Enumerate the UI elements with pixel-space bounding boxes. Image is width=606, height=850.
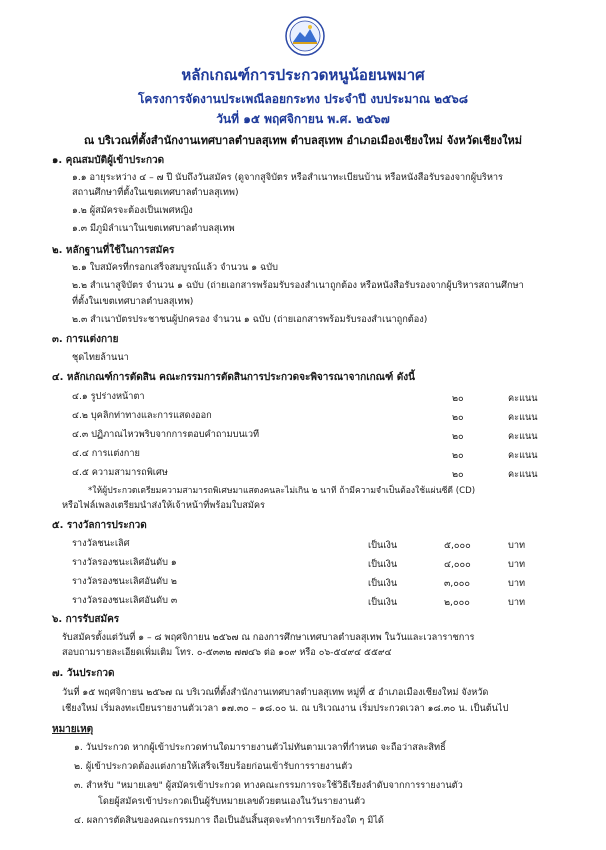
prize-prefix: เป็นเงิน [368, 578, 398, 589]
section-2-item-2: ๒.๒ สำเนาสูจิบัตร จำนวน ๑ ฉบับ (ถ่ายเอกสารพร้อมรับรองสำเนาถูกต้อง หรือหนังสือรับรองจากผู้บริหารสถานศึกษา [72, 280, 524, 291]
remark-4: ๔. ผลการตัดสินของคณะกรรมการ ถือเป็นอันสิ้นสุดจะทำการเรียกร้องใด ๆ มิได้ [74, 815, 384, 826]
remarks-heading: หมายเหตุ [52, 724, 94, 735]
criteria-unit: คะแนน [508, 393, 538, 404]
criteria-score: ๒๐ [452, 412, 464, 423]
section-7-heading: ๗. วันประกวด [52, 668, 115, 679]
section-1-item-1-cont: สถานศึกษาที่ตั้งในเขตเทศบาลตำบลสุเทพ) [72, 187, 239, 198]
prize-amount: ๔,๐๐๐ [444, 559, 471, 570]
event-venue: ณ บริเวณที่ตั้งสำนักงานเทศบาลตำบลสุเทพ ตำบลสุเทพ อำเภอเมืองเชียงใหม่ จังหวัดเชียงใหม่ [84, 134, 522, 147]
prize-unit: บาท [508, 559, 526, 570]
section-2-heading: ๒. หลักฐานที่ใช้ในการสมัคร [52, 245, 175, 256]
criteria-unit: คะแนน [508, 469, 538, 480]
criteria-label: ๔.๕ ความสามารถพิเศษ [72, 467, 168, 478]
prize-prefix: เป็นเงิน [368, 559, 398, 570]
prize-amount: ๓,๐๐๐ [444, 578, 471, 589]
criteria-note-cont: หรือไฟล์เพลงเตรียมนำส่งให้เจ้าหน้าที่พร้อมใบสมัคร [62, 500, 265, 511]
criteria-unit: คะแนน [508, 431, 538, 442]
municipality-logo [285, 16, 325, 56]
prize-label: รางวัลรองชนะเลิศอันดับ ๓ [72, 595, 178, 606]
criteria-unit: คะแนน [508, 412, 538, 423]
prize-label: รางวัลชนะเลิศ [72, 538, 130, 549]
prize-prefix: เป็นเงิน [368, 540, 398, 551]
section-2-item-3: ๒.๓ สำเนาบัตรประชาชนผู้ปกครอง จำนวน ๑ ฉบับ (ถ่ายเอกสารพร้อมรับรองสำเนาถูกต้อง) [72, 314, 428, 325]
section-1-item-1: ๑.๑ อายุระหว่าง ๔ – ๗ ปี นับถึงวันสมัคร (ดูจากสูจิบัตร หรือสำเนาทะเบียนบ้าน หรือหนังสือรับรองจากผู้บริหาร [72, 172, 503, 183]
section-7-line-2: เชียงใหม่ เริ่มลงทะเบียนรายงานตัวเวลา ๑๗.๓๐ – ๑๘.๐๐ น. ณ บริเวณงาน เริ่มประกวดเวลา ๑๘.๓๐ น. เป็นต้นไป [62, 703, 509, 714]
section-1-item-2: ๑.๒ ผู้สมัครจะต้องเป็นเพศหญิง [72, 205, 193, 216]
prize-unit: บาท [508, 597, 526, 608]
remark-2: ๒. ผู้เข้าประกวดต้องแต่งกายให้เสร็จเรียบร้อยก่อนเข้ารับการรายงานตัว [74, 761, 353, 772]
criteria-label: ๔.๑ รูปร่างหน้าตา [72, 391, 145, 402]
remark-1: ๑. วันประกวด หากผู้เข้าประกวดท่านใดมารายงานตัวไม่ทันตามเวลาที่กำหนด จะถือว่าสละสิทธิ์ [74, 742, 446, 753]
remark-3-cont: โดยผู้สมัครเข้าประกวดเป็นผู้รับหมายเลขด้วยตนเองในวันรายงานตัว [98, 796, 366, 807]
section-6-heading: ๖. การรับสมัคร [52, 614, 120, 625]
criteria-score: ๒๐ [452, 450, 464, 461]
criteria-label: ๔.๓ ปฏิภาณไหวพริบจากการตอบคำถามบนเวที [72, 429, 260, 440]
prize-label: รางวัลรองชนะเลิศอันดับ ๒ [72, 576, 177, 587]
section-7-line-1: วันที่ ๑๕ พฤศจิกายน ๒๕๖๗ ณ บริเวณที่ตั้งสำนักงานเทศบาลตำบลสุเทพ หมู่ที่ ๕ อำเภอเมืองเชียงใหม่ จังหวัด [62, 687, 489, 698]
section-1-heading: ๑. คุณสมบัติผู้เข้าประกวด [52, 155, 165, 166]
criteria-score: ๒๐ [452, 469, 464, 480]
criteria-note: *ให้ผู้ประกวดเตรียมความสามารถพิเศษมาแสดงคนละไม่เกิน ๒ นาที ถ้ามีความจำเป็นต้องใช้แผ่นซีดี (CD) [88, 486, 476, 496]
criteria-unit: คะแนน [508, 450, 538, 461]
project-name: โครงการจัดงานประเพณีลอยกระทง ประจำปี งบประมาณ ๒๕๖๘ [137, 92, 469, 106]
section-2-item-2-cont: ที่ตั้งในเขตเทศบาลตำบลสุเทพ) [72, 296, 194, 307]
prize-prefix: เป็นเงิน [368, 597, 398, 608]
criteria-score: ๒๐ [452, 393, 464, 404]
prize-amount: ๒,๐๐๐ [444, 597, 470, 608]
criteria-label: ๔.๒ บุคลิกท่าทางและการแสดงออก [72, 410, 212, 421]
section-3-item-1: ชุดไทยล้านนา [72, 352, 129, 363]
event-date: วันที่ ๑๕ พฤศจิกายน พ.ศ. ๒๕๖๗ [216, 112, 390, 126]
remark-3: ๓. สำหรับ "หมายเลข" ผู้สมัครเข้าประกวด ทางคณะกรรมการจะใช้วิธีเรียงลำดับจากการรายงานตัว [74, 780, 463, 791]
criteria-label: ๔.๔ การแต่งกาย [72, 448, 140, 459]
section-6-line-1: รับสมัครตั้งแต่วันที่ ๑ – ๘ พฤศจิกายน ๒๕๖๗ ณ กองการศึกษาเทศบาลตำบลสุเทพ ในวันและเวลาราชการ [62, 632, 475, 643]
section-6-line-2: สอบถามรายละเอียดเพิ่มเติม โทร. ๐-๕๓๓๒ ๗๗๔๖ ต่อ ๑๐๙ หรือ ๐๖-๕๔๙๔ ๕๕๙๔ [62, 647, 392, 658]
section-5-heading: ๕. รางวัลการประกวด [52, 520, 147, 531]
prize-unit: บาท [508, 540, 526, 551]
section-1-item-3: ๑.๓ มีภูมิลำเนาในเขตเทศบาลตำบลสุเทพ [72, 223, 235, 234]
criteria-score: ๒๐ [452, 431, 464, 442]
prize-unit: บาท [508, 578, 526, 589]
section-4-heading: ๔. หลักเกณฑ์การตัดสิน คณะกรรมการตัดสินการประกวดจะพิจารณาจากเกณฑ์ ดังนี้ [52, 372, 415, 383]
section-3-heading: ๓. การแต่งกาย [52, 334, 119, 345]
prize-label: รางวัลรองชนะเลิศอันดับ ๑ [72, 557, 177, 568]
prize-amount: ๕,๐๐๐ [444, 540, 471, 551]
section-2-item-1: ๒.๑ ใบสมัครที่กรอกเสร็จสมบูรณ์แล้ว จำนวน ๑ ฉบับ [72, 262, 278, 273]
page-title: หลักเกณฑ์การประกวดหนูน้อยนพมาศ [181, 66, 425, 84]
